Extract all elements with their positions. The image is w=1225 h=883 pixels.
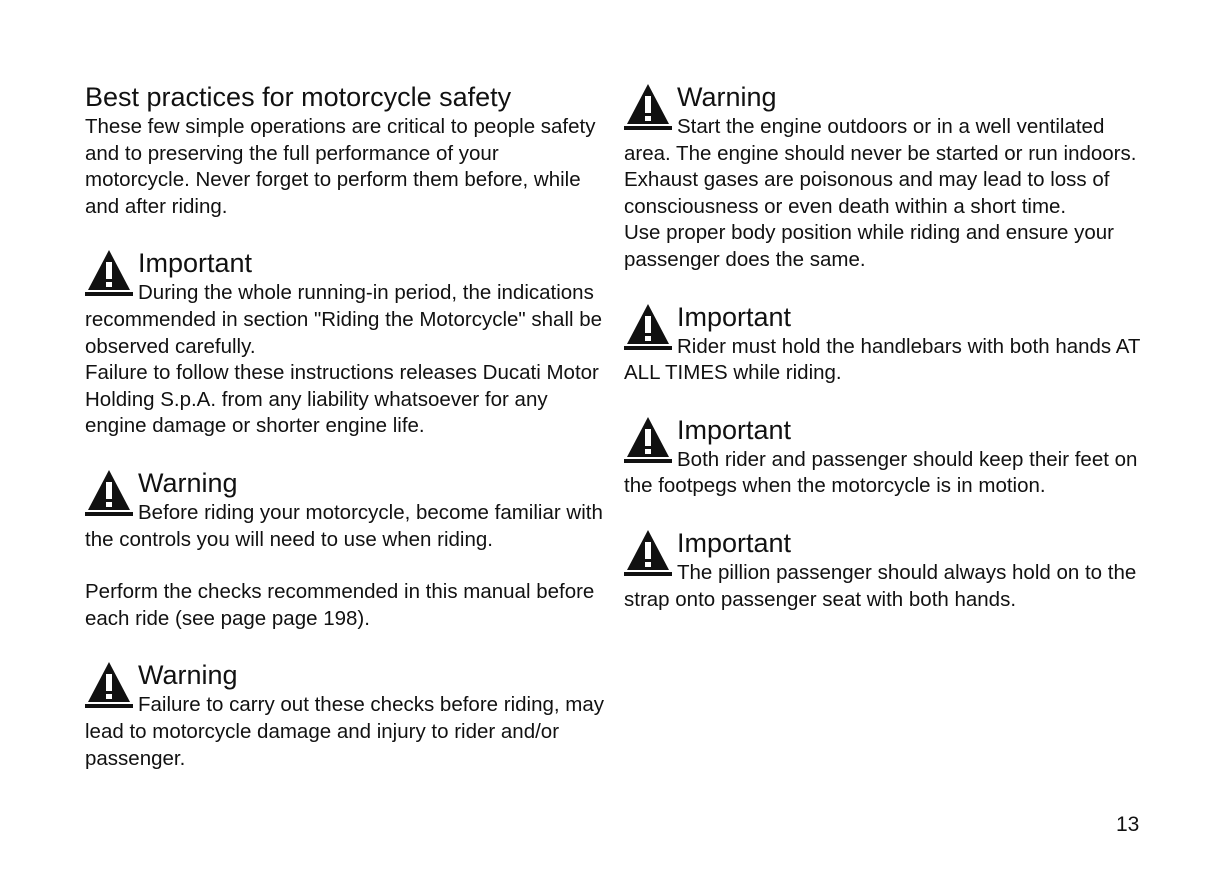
notice-text: Before riding your motorcycle, become familiar with the controls you will need to use when riding. [85, 500, 603, 551]
warning-notice-checks [85, 658, 607, 772]
notice-title: Important [677, 414, 792, 445]
notice-title: Warning [138, 660, 238, 691]
warning-triangle-icon [85, 660, 133, 708]
notice-text: Failure to carry out these checks before riding, may lead to motorcycle damage and injury to rider and/or passenger. [85, 693, 605, 770]
notice-title: Warning [138, 467, 238, 498]
right-column [624, 80, 1144, 613]
warning-triangle-icon [624, 302, 672, 350]
notice-text: Use proper body position while riding and ensure your passenger does the same. [624, 221, 1115, 271]
intro-paragraph: These few simple operations are critical to people safety and to preserving the full performance of your motorcycle. Never forget to perform them before, while and after riding. [85, 115, 596, 218]
notice-text: Start the engine outdoors or in a well ventilated area. The engine should never be started or run indoors. [624, 115, 1137, 165]
notice-text: Rider must hold the handlebars with both hands AT ALL TIMES while riding. [624, 334, 1141, 385]
notice-title: Important [677, 527, 792, 558]
notice-text: Failure to follow these instructions releases Ducati Motor Holding S.p.A. from any liability whatsoever for any engine damage or shorter engine life. [85, 361, 599, 438]
warning-triangle-icon [624, 528, 672, 576]
important-notice-footpegs [624, 413, 1144, 500]
important-notice-pillion [624, 526, 1144, 613]
checks-paragraph: Perform the checks recommended in this manual before each ride (see page page 198). [85, 580, 595, 630]
warning-notice-controls [85, 466, 607, 553]
notice-text: Both rider and passenger should keep their feet on the footpegs when the motorcycle is in motion. [624, 447, 1138, 498]
notice-text: During the whole running-in period, the indications recommended in section "Riding the Motorcycle" shall be observed carefully. [85, 281, 603, 358]
section-title: Best practices for motorcycle safety [85, 82, 512, 112]
page-number: 13 [1116, 813, 1140, 836]
notice-title: Important [138, 248, 253, 279]
notice-title: Important [677, 301, 792, 332]
warning-triangle-icon [85, 468, 133, 516]
notice-title: Warning [677, 82, 777, 112]
warning-triangle-icon [624, 415, 672, 463]
warning-notice-engine [624, 80, 1144, 274]
important-notice-handlebars [624, 300, 1144, 387]
notice-text: The pillion passenger should always hold on to the strap onto passenger seat with both hands. [624, 560, 1137, 611]
left-column [85, 80, 607, 772]
notice-text: Exhaust gases are poisonous and may lead to loss of consciousness or even death within a short time. [624, 168, 1110, 218]
warning-triangle-icon [624, 82, 672, 130]
important-notice-running-in [85, 246, 607, 440]
warning-triangle-icon [85, 248, 133, 296]
